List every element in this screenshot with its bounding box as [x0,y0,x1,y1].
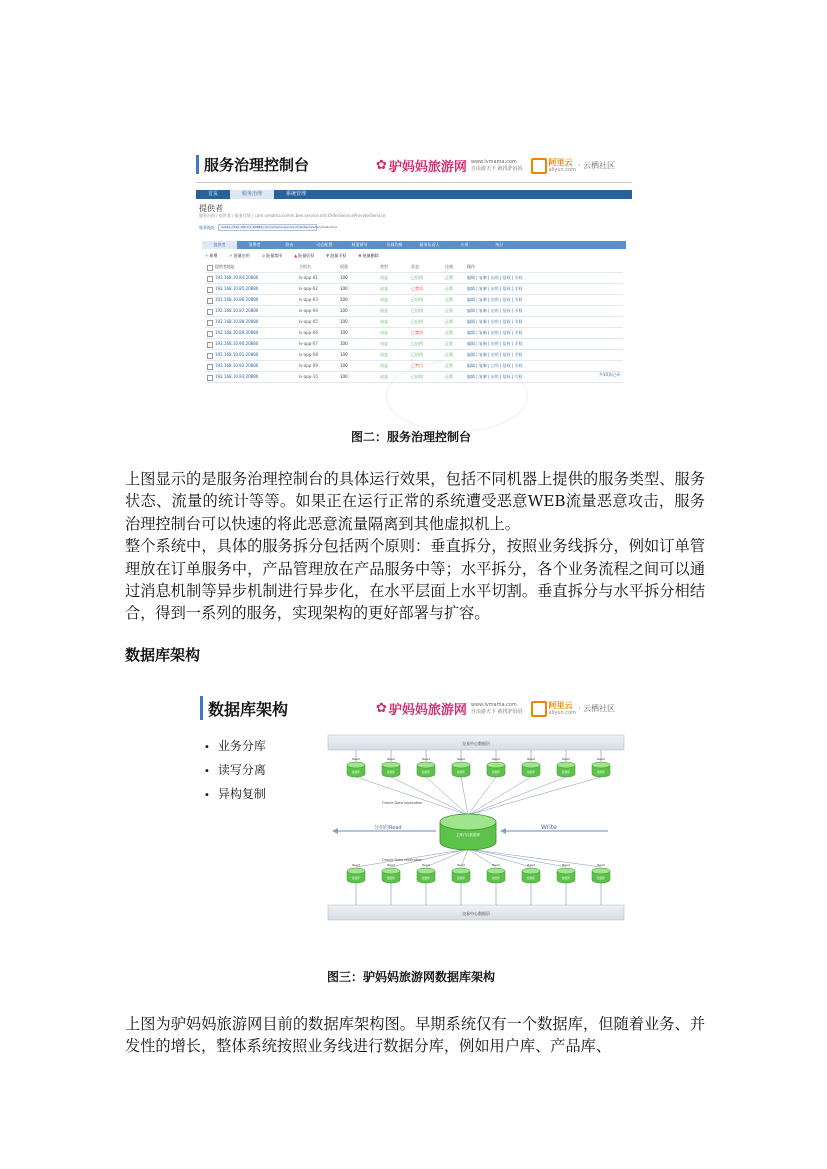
row-actions[interactable]: 编辑 | 复制 | 启用 | 倍权 | 半权 [467,330,523,335]
row-checkbox[interactable] [207,309,213,315]
node-label: Read [422,757,430,761]
bullet-item: • 读写分离 [204,759,266,783]
node-db-label: 数据库 [422,877,430,880]
check-icon: ✔ [229,253,233,258]
pager[interactable]: 共10条记录 [598,372,620,377]
provider-address[interactable]: 192.168.10.89:20880 [215,330,259,335]
tab-owners[interactable]: 服务负责人 [419,242,440,247]
status-badge: 已启用 [411,308,423,313]
table-row[interactable] [205,350,623,361]
provider-address[interactable]: 192.168.10.91:20880 [215,352,259,357]
tab-config[interactable]: 动态配置 [316,242,333,247]
registry-status: 正常 [445,363,453,368]
node-label: Read [387,863,395,867]
row-actions[interactable]: 编辑 | 复制 | 启用 | 倍权 | 半权 [467,286,523,291]
provider-address[interactable]: 192.168.10.87:20880 [215,308,259,313]
node-label: Read [352,757,360,761]
host-name: lv-app-10 [299,374,318,379]
provider-table [205,262,623,383]
batch-enable-button[interactable]: ✔批量启用 [229,253,250,258]
registry-status: 正常 [445,297,453,302]
node-db-label: 数据库 [562,771,570,774]
db-architecture-diagram [196,683,632,928]
center-database [440,814,496,850]
node-db-label: 数据库 [422,771,430,774]
replication-link [468,849,566,867]
node-db-label: 数据库 [352,877,360,880]
nav-governance[interactable]: 服务治理 [230,190,274,199]
node-db-label: 数据库 [457,877,465,880]
type-value: 动态 [380,286,388,291]
watermark [386,360,528,432]
status-badge: 已禁用 [411,363,423,368]
status-badge: 已启用 [411,374,423,379]
section-heading: 数据库架构 [125,646,201,664]
table-row[interactable] [205,284,623,295]
figure3-caption: 图三：驴妈妈旅游网数据库架构 [327,970,496,984]
table-row[interactable] [205,306,623,317]
figure2-caption: 图二：服务治理控制台 [351,430,472,444]
slide-title: 服务治理控制台 [204,156,310,174]
tab-providers[interactable]: 提供者 [202,241,237,249]
tab-loadbalance[interactable]: 负载均衡 [386,242,403,247]
batch-double-button[interactable]: ▲批量倍权 [294,253,315,258]
table-row[interactable] [205,295,623,306]
host-name: lv-app-05 [299,319,318,324]
row-actions[interactable]: 编辑 | 复制 | 启用 | 倍权 | 半权 [467,319,523,324]
weight-value: 100 [340,308,348,313]
replication-link [468,777,601,815]
registry-status: 正常 [445,341,453,346]
row-actions[interactable]: 编辑 | 复制 | 启用 | 倍权 | 半权 [467,341,523,346]
replication-bottom-label: Oracle Data replication [382,858,423,862]
node-db-label: 数据库 [457,771,465,774]
provider-address[interactable]: 192.168.10.88:20880 [215,319,259,324]
registry-status: 正常 [445,330,453,335]
row-checkbox[interactable] [207,342,213,348]
batch-half-button[interactable]: ▼批量半权 [326,253,347,258]
bullet-item: • 异构复制 [204,783,266,807]
node-db-label: 数据库 [492,877,500,880]
weight-value: 100 [340,275,348,280]
replication-link [468,777,496,815]
provider-title: 提供者 [199,204,223,213]
up-icon: ▲ [294,253,298,258]
node-label: Read [492,757,500,761]
detail-tabs [202,241,626,249]
select-all-checkbox[interactable] [207,265,213,271]
type-value: 动态 [380,374,388,379]
type-value: 动态 [380,352,388,357]
weight-value: 100 [340,352,348,357]
nav-system[interactable]: 系统管理 [286,191,307,197]
host-name: lv-app-09 [299,363,318,368]
replication-link [468,777,531,815]
row-checkbox[interactable] [207,364,213,370]
node-label: Read [422,863,430,867]
table-row[interactable] [205,317,623,328]
read-replica-db [347,750,468,815]
registry-status: 正常 [445,374,453,379]
node-label: Read [387,757,395,761]
row-checkbox[interactable] [207,375,213,381]
table-row[interactable] [205,328,623,339]
node-db-label: 数据库 [352,771,360,774]
row-checkbox[interactable] [207,320,213,326]
node-db-label: 数据库 [597,877,605,880]
address-input[interactable]: dubbo://192.168.0.1:20880/com.lvmama.service.OrderService?anyhost=true [218,224,317,231]
delete-icon: ✖ [358,253,362,258]
read-replica-db [468,849,575,905]
weight-value: 100 [340,319,348,324]
tab-consumers[interactable]: 消费者 [248,242,261,247]
weight-value: 100 [340,330,348,335]
row-checkbox[interactable] [207,287,213,293]
host-name: lv-app-08 [299,352,318,357]
node-db-label: 数据库 [527,771,535,774]
replication-link [391,777,468,815]
status-badge: 已禁用 [411,330,423,335]
header-divider [196,182,632,183]
status-badge: 已启用 [411,275,423,280]
replication-link [356,777,468,815]
row-checkbox[interactable] [207,353,213,359]
provider-address[interactable]: 192.168.10.86:20880 [215,297,259,302]
type-value: 动态 [380,308,388,313]
add-button[interactable]: +新增 [205,253,218,258]
title-accent-bar [196,155,199,174]
node-db-label: 数据库 [527,877,535,880]
replication-link [468,777,566,815]
host-name: lv-app-07 [299,341,318,346]
write-label: Write [541,824,557,831]
read-label: 分担的Read [374,825,402,831]
top-band-label: 交易中心数据层 [462,741,490,746]
figure-service-console [196,142,632,382]
read-replica-db [468,750,505,815]
node-label: Read [457,863,465,867]
node-db-label: 数据库 [387,771,395,774]
top-nav [196,190,632,199]
read-replica-db [468,750,610,815]
node-label: Read [457,757,465,761]
provider-address[interactable]: 192.168.10.90:20880 [215,341,259,346]
node-label: Read [597,757,605,761]
center-db-label: 主库(写)数据库 [455,833,481,837]
weight-value: 100 [340,341,348,346]
read-replica-db [468,849,505,905]
row-actions[interactable]: 编辑 | 复制 | 启用 | 倍权 | 半权 [467,297,523,302]
type-value: 动态 [380,275,388,280]
host-name: lv-app-06 [299,330,318,335]
stop-icon: ⊘ [261,253,266,258]
host-name: lv-app-01 [299,275,318,280]
replication-link [426,777,468,815]
down-icon: ▼ [326,253,330,258]
provider-address[interactable]: 192.168.10.85:20880 [215,286,259,291]
aliyun-logo: 阿里云 aliyun.com · 云栖社区 [531,701,616,717]
weight-value: 100 [340,363,348,368]
node-label: Read [562,863,570,867]
slide-title: 数据库架构 [208,700,289,719]
tab-apps[interactable]: 应用 [460,242,469,247]
status-badge: 已启用 [411,341,423,346]
registry-status: 正常 [445,286,453,291]
row-actions[interactable]: 编辑 | 复制 | 启用 | 倍权 | 半权 [467,352,523,357]
node-db-label: 数据库 [597,771,605,774]
row-actions[interactable]: 编辑 | 复制 | 启用 | 倍权 | 半权 [467,275,523,280]
row-actions[interactable]: 编辑 | 复制 | 启用 | 倍权 | 半权 [467,363,523,368]
weight-value: 200 [340,297,348,302]
status-badge: 已启用 [411,297,423,302]
node-label: Read [352,863,360,867]
type-value: 动态 [380,341,388,346]
aliyun-icon [531,158,547,174]
paragraph: 上图显示的是服务治理控制台的具体运行效果，包括不同机器上提供的服务类型、服务状态、流量的统计等等。如果正在运行正常的系统遭受恶意WEB流量恶意攻击，服务治理控制台可以快速的将此恶意流量隔离到其他虚拟机上。 [125,470,705,533]
type-value: 动态 [380,319,388,324]
provider-address[interactable]: 192.168.10.92:20880 [215,363,259,368]
row-checkbox[interactable] [207,298,213,304]
read-replica-db [452,750,470,815]
registry-status: 正常 [445,319,453,324]
read-replica-db [468,750,540,815]
weight-value: 100 [340,286,348,291]
provider-toolbar [205,253,391,259]
row-checkbox[interactable] [207,331,213,337]
node-label: Read [492,863,500,867]
article-body-1 [125,468,705,625]
brand-logo: ✿ 驴妈妈旅游网 www.lvmama.com 自由游天下 就找驴妈妈 阿里云 aliyun.com · 云栖社区 [376,700,616,718]
paragraph: 整个系统中，具体的服务拆分包括两个原则：垂直拆分，按照业务线拆分，例如订单管理放在订单服务中，产品管理放在产品服务中等；水平拆分，各个业务流程之间可以通过消息机制等异步机制进行异步化，在水平层面上水平切割。垂直拆分与水平拆分相结合，得到一系列的服务，实现架构的更好部署与扩容。 [125,537,705,623]
row-actions[interactable]: 编辑 | 复制 | 启用 | 倍权 | 半权 [467,374,523,379]
registry-status: 正常 [445,352,453,357]
table-row[interactable] [205,339,623,350]
host-name: lv-app-02 [299,286,318,291]
bottom-band-label: 交易中心数据层 [462,911,490,916]
host-name: lv-app-03 [299,297,318,302]
plus-icon: + [205,253,209,258]
type-value: 动态 [380,363,388,368]
status-badge: 已禁用 [411,286,423,291]
aliyun-logo: 阿里云 aliyun.com · 云栖社区 [531,158,616,174]
table-row[interactable] [205,273,623,284]
batch-delete-button[interactable]: ✖批量删除 [358,253,379,258]
node-label: Read [527,757,535,761]
tab-weights[interactable]: 权重调节 [351,242,368,247]
tab-stats[interactable]: 统计 [495,242,504,247]
write-arrowhead [500,828,506,834]
replication-top-label: Oracle Data replication [382,801,423,805]
figure-db-architecture [196,683,632,928]
type-value: 动态 [380,297,388,302]
breadcrumb: 服务治理 / 提供者 / 服务详情 / com.lvmama.comm.bee.service.ord.OrderServiceProviderService [199,213,386,218]
status-badge: 已启用 [411,319,423,324]
donkey-mascot-icon: ✿ [376,701,387,716]
tab-routes[interactable]: 路由 [285,242,294,247]
provider-address[interactable]: 192.168.10.84:20880 [215,275,259,280]
status-badge: 已启用 [411,352,423,357]
registry-status: 正常 [445,308,453,313]
paragraph: 上图为驴妈妈旅游网目前的数据库架构图。早期系统仅有一个数据库，但随着业务、并发性的增长，整体系统按照业务线进行数据分库，例如用户库、产品库、 [125,1015,705,1056]
node-label: Read [562,757,570,761]
batch-disable-button[interactable]: ⊘批量禁用 [261,253,283,258]
address-label: 服务地址 [199,225,215,230]
read-arrowhead [332,828,338,834]
node-db-label: 数据库 [387,877,395,880]
read-replica-db [452,849,470,905]
node-db-label: 数据库 [492,771,500,774]
node-label: Read [527,863,535,867]
node-label: Read [597,863,605,867]
row-checkbox[interactable] [207,276,213,282]
type-value: 动态 [380,330,388,335]
provider-address[interactable]: 192.168.10.93:20880 [215,374,259,379]
host-name: lv-app-04 [299,308,318,313]
node-db-label: 数据库 [562,877,570,880]
brand-logo: ✿ 驴妈妈旅游网 www.lvmama.com 自由游天下 就找驴妈妈 阿里云 aliyun.com · 云栖社区 [376,157,616,175]
article-body-2 [125,1013,705,1058]
bullet-item: • 业务分库 [204,735,266,759]
weight-value: 100 [340,374,348,379]
table-header: 提供者地址 主机名 权重 类型 状态 注册 操作 [205,262,623,273]
row-actions[interactable]: 编辑 | 复制 | 启用 | 倍权 | 半权 [467,308,523,313]
nav-home[interactable]: 首页 [208,191,219,197]
donkey-mascot-icon: ✿ [376,158,387,173]
registry-status: 正常 [445,275,453,280]
